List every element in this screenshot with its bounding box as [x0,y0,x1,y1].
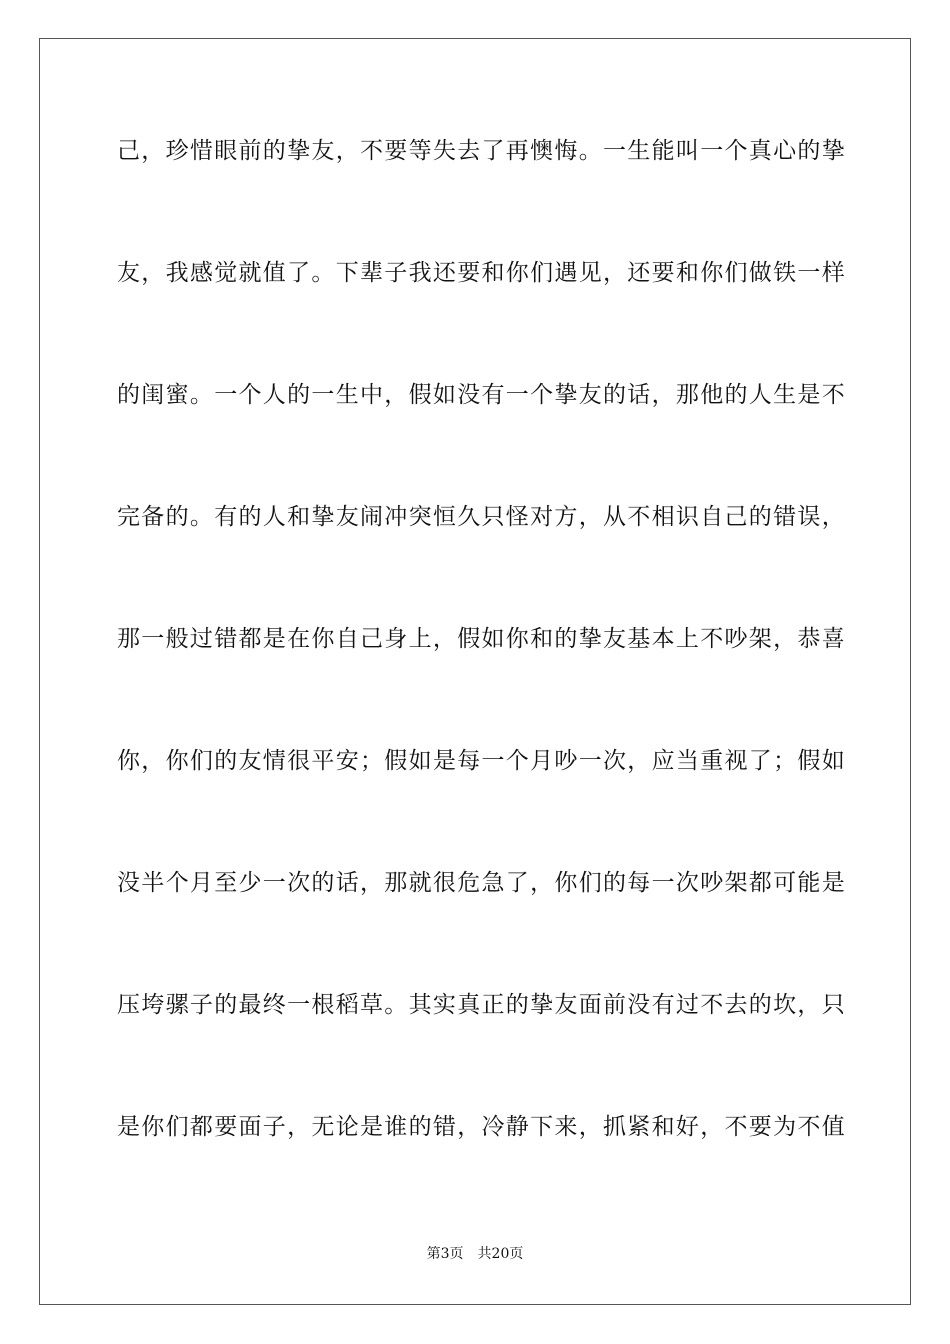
text-line: 的闺蜜。一个人的一生中，假如没有一个挚友的话，那他的人生是不 [117,382,846,408]
text-line: 是你们都要面子，无论是谁的错，冷静下来，抓紧和好，不要为不值 [117,1114,846,1140]
page-footer [0,1245,950,1263]
text-line: 友，我感觉就值了。下辈子我还要和你们遇见，还要和你们做铁一样 [117,260,846,286]
page-number: 第3页 [426,1246,464,1262]
text-line: 那一般过错都是在你自己身上，假如你和的挚友基本上不吵架，恭喜 [117,626,846,652]
text-line: 己，珍惜眼前的挚友，不要等失去了再懊悔。一生能叫一个真心的挚 [117,138,846,164]
document-body [117,128,846,1226]
text-line: 压垮骡子的最终一根稻草。其实真正的挚友面前没有过不去的坎，只 [117,992,846,1018]
text-line: 没半个月至少一次的话，那就很危急了，你们的每一次吵架都可能是 [117,870,846,896]
page-total: 共20页 [477,1246,524,1262]
text-line: 完备的。有的人和挚友闹冲突恒久只怪对方，从不相识自己的错误， [117,504,846,530]
text-line: 你，你们的友情很平安；假如是每一个月吵一次，应当重视了；假如 [117,748,846,774]
